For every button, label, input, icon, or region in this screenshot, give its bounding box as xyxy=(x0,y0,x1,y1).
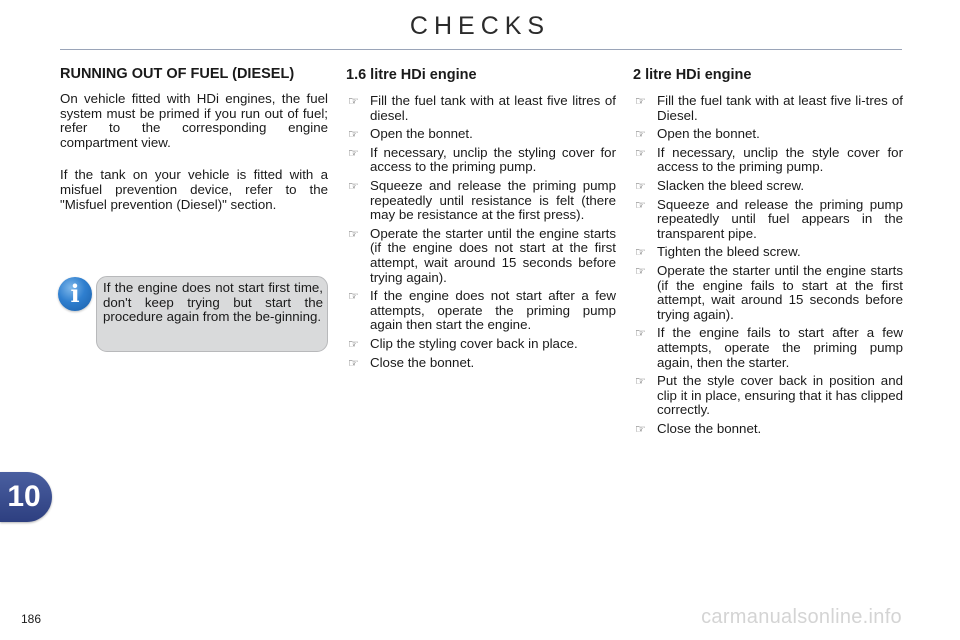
step-item xyxy=(633,422,903,437)
pointing-hand-icon: ☞ xyxy=(635,145,646,160)
pointing-hand-icon: ☞ xyxy=(348,94,359,108)
pointing-hand-icon: ☞ xyxy=(635,127,646,142)
step-item xyxy=(346,94,616,123)
step-text: If necessary, unclip the styling cover for access to the priming pump. xyxy=(370,144,616,175)
info-icon: i xyxy=(58,277,92,311)
chapter-badge xyxy=(0,472,52,522)
pointing-hand-icon: ☞ xyxy=(348,145,359,160)
pointing-hand-icon: ☞ xyxy=(348,355,359,370)
step-text: Open the bonnet. xyxy=(657,126,760,142)
page-number: 186 xyxy=(21,612,42,626)
pointing-hand-icon: ☞ xyxy=(635,197,646,212)
intro-column xyxy=(60,66,328,226)
watermark: carmanualsonline.info xyxy=(701,606,902,628)
step-text: Fill the fuel tank with at least five li-tres of Diesel. xyxy=(657,93,903,123)
pointing-hand-icon: ☞ xyxy=(348,336,359,351)
step-item xyxy=(633,245,903,260)
pointing-hand-icon: ☞ xyxy=(348,226,359,241)
step-text: Operate the starter until the engine starts (if the engine fails to start at the first attempt, wait around 15 seconds before trying again). xyxy=(657,262,903,322)
engine-2-0-column xyxy=(633,66,903,440)
step-item xyxy=(346,179,616,223)
step-item xyxy=(633,198,903,242)
engine-1-6-heading: 1.6 litre HDi engine xyxy=(346,67,477,83)
step-text: Open the bonnet. xyxy=(370,126,473,142)
pointing-hand-icon: ☞ xyxy=(348,178,359,193)
step-item xyxy=(633,264,903,322)
step-text: Close the bonnet. xyxy=(370,354,475,370)
page-title: CHECKS xyxy=(409,12,551,40)
step-item xyxy=(346,227,616,285)
step-item xyxy=(633,374,903,418)
step-text: Squeeze and release the priming pump repeatedly until fuel appears in the transparent pipe. xyxy=(657,196,903,241)
pointing-hand-icon: ☞ xyxy=(635,374,646,389)
engine-1-6-column xyxy=(346,66,616,374)
step-text: If necessary, unclip the style cover for access to the priming pump. xyxy=(657,144,903,175)
step-item xyxy=(346,146,616,175)
step-item xyxy=(633,326,903,370)
pointing-hand-icon: ☞ xyxy=(635,263,646,278)
step-text: Clip the styling cover back in place. xyxy=(370,335,578,351)
info-box xyxy=(96,276,328,352)
step-text: Squeeze and release the priming pump repeatedly until resistance is felt (there may be resistance at the first press). xyxy=(370,177,616,223)
step-item xyxy=(346,127,616,142)
step-text: Tighten the bleed screw. xyxy=(657,244,801,260)
intro-paragraph: On vehicle fitted with HDi engines, the fuel system must be primed if you run out of fuel; refer to the corresponding engine compartment view. xyxy=(60,91,328,150)
step-item xyxy=(633,94,903,123)
step-item xyxy=(633,146,903,175)
pointing-hand-icon: ☞ xyxy=(635,94,646,108)
info-text: If the engine does not start first time, don't keep trying but start the procedure again from the be-ginning. xyxy=(103,280,323,325)
step-text: Fill the fuel tank with at least five litres of diesel. xyxy=(370,93,616,123)
step-item xyxy=(633,179,903,194)
chapter-number: 10 xyxy=(7,480,41,513)
intro-heading: RUNNING OUT OF FUEL (DIESEL) xyxy=(60,66,295,82)
pointing-hand-icon: ☞ xyxy=(635,421,646,436)
pointing-hand-icon: ☞ xyxy=(635,178,646,193)
step-item xyxy=(346,289,616,333)
engine-2-0-heading: 2 litre HDi engine xyxy=(633,67,752,83)
step-text: If the engine does not start after a few attempts, operate the priming pump again then start the engine. xyxy=(370,288,616,333)
pointing-hand-icon: ☞ xyxy=(635,326,646,341)
step-text: Operate the starter until the engine starts (if the engine does not start at the first attempt, wait around 15 seconds before trying again). xyxy=(370,225,616,285)
step-text: Slacken the bleed screw. xyxy=(657,177,805,193)
pointing-hand-icon: ☞ xyxy=(635,245,646,260)
step-item xyxy=(346,337,616,352)
header-divider xyxy=(60,49,902,50)
pointing-hand-icon: ☞ xyxy=(348,127,359,142)
engine-2-0-steps xyxy=(633,94,903,436)
engine-1-6-steps xyxy=(346,94,616,370)
step-text: Put the style cover back in position and clip it in place, ensuring that it has clipped correctly. xyxy=(657,373,903,418)
pointing-hand-icon: ☞ xyxy=(348,289,359,304)
step-text: If the engine fails to start after a few attempts, operate the priming pump again, then the starter. xyxy=(657,325,903,370)
step-text: Close the bonnet. xyxy=(657,420,762,436)
step-item xyxy=(346,356,616,371)
intro-paragraph: If the tank on your vehicle is fitted with a misfuel prevention device, refer to the "Misfuel prevention (Diesel)" section. xyxy=(60,167,328,212)
step-item xyxy=(633,127,903,142)
